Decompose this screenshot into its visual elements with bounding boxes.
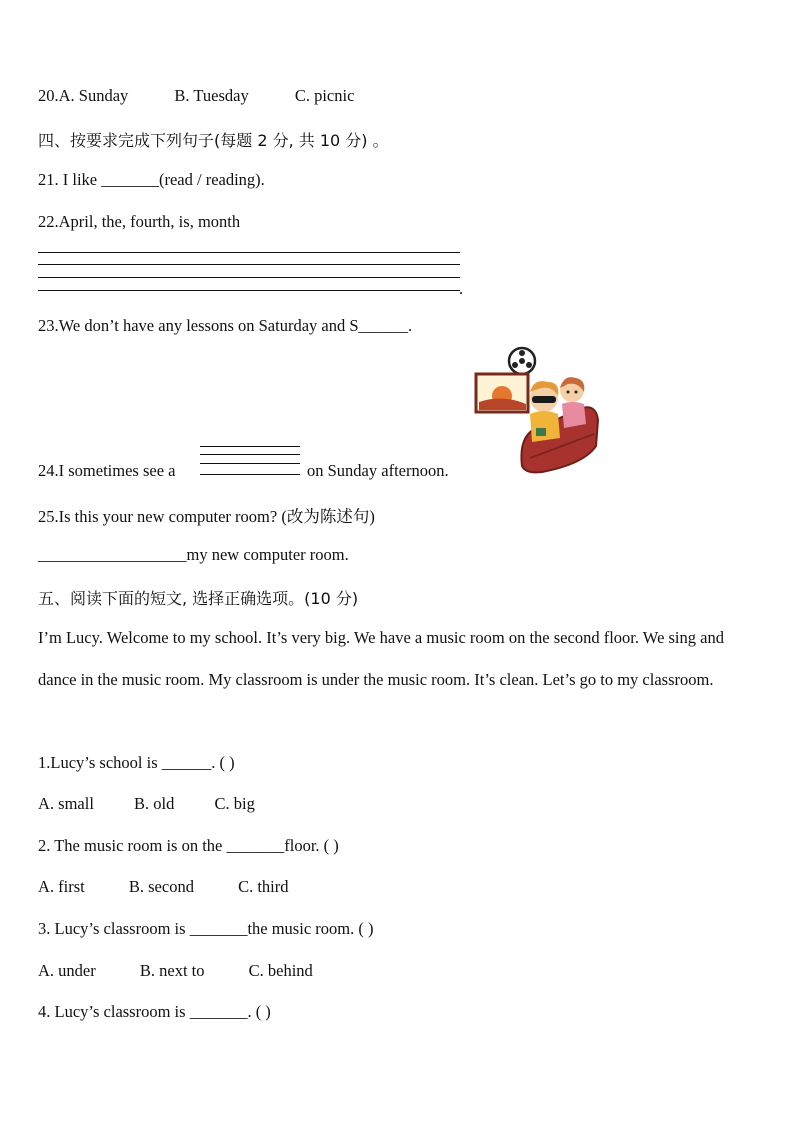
option-c: C. behind xyxy=(248,961,313,980)
q24-text-before: 24.I sometimes see a xyxy=(38,461,176,480)
q22: 22.April, the, fourth, is, month xyxy=(38,212,241,231)
option-c: C. big xyxy=(214,794,255,813)
q21: 21. I like _______(read / reading). xyxy=(38,170,265,189)
reading-options-3 xyxy=(38,961,313,981)
q20-option-a: 20.A. Sunday xyxy=(38,86,129,105)
reading-question-4: 4. Lucy’s classroom is _______. ( ) xyxy=(38,1002,271,1021)
section5-title: 五、阅读下面的短文, 选择正确选项。(10 分) xyxy=(38,589,359,608)
option-b: B. old xyxy=(134,794,175,813)
reading-options-1 xyxy=(38,794,255,814)
cinema-illustration xyxy=(472,346,602,478)
answer-line xyxy=(38,277,460,278)
reading-question-2: 2. The music room is on the _______floor. ( ) xyxy=(38,836,339,855)
q20-option-b: B. Tuesday xyxy=(174,86,249,105)
answer-line xyxy=(200,446,300,447)
answer-line xyxy=(200,463,300,464)
option-a: A. under xyxy=(38,961,96,980)
option-b: B. second xyxy=(128,877,194,896)
option-a: A. small xyxy=(38,794,94,813)
answer-line xyxy=(38,252,460,253)
answer-line xyxy=(200,474,300,475)
reading-options-2 xyxy=(38,877,289,897)
option-b: B. next to xyxy=(139,961,205,980)
option-a: A. first xyxy=(38,877,85,896)
option-c: C. third xyxy=(238,877,289,896)
answer-line xyxy=(38,290,460,291)
q25-answer: __________________my new computer room. xyxy=(38,545,349,564)
answer-line xyxy=(38,264,460,265)
section4-title: 四、按要求完成下列句子(每题 2 分, 共 10 分) 。 xyxy=(38,131,389,150)
reading-passage: I’m Lucy. Welcome to my school. It’s very big. We have a music room on the second floor. We sing and dance in the music room. My classroom is under the music room. It’s clean. Let’s go to my classroom. xyxy=(38,628,724,689)
q24-text-after: on Sunday afternoon. xyxy=(307,461,449,480)
q23: 23.We don’t have any lessons on Saturday and S______. xyxy=(38,316,413,335)
answer-line xyxy=(200,454,300,455)
reading-question-1: 1.Lucy’s school is ______. ( ) xyxy=(38,753,235,772)
q25: 25.Is this your new computer room? (改为陈述句) xyxy=(38,507,375,526)
q20-options xyxy=(38,86,354,106)
q22-period: . xyxy=(459,279,464,298)
reading-question-3: 3. Lucy’s classroom is _______the music room. ( ) xyxy=(38,919,374,938)
q20-option-c: C. picnic xyxy=(294,86,355,105)
